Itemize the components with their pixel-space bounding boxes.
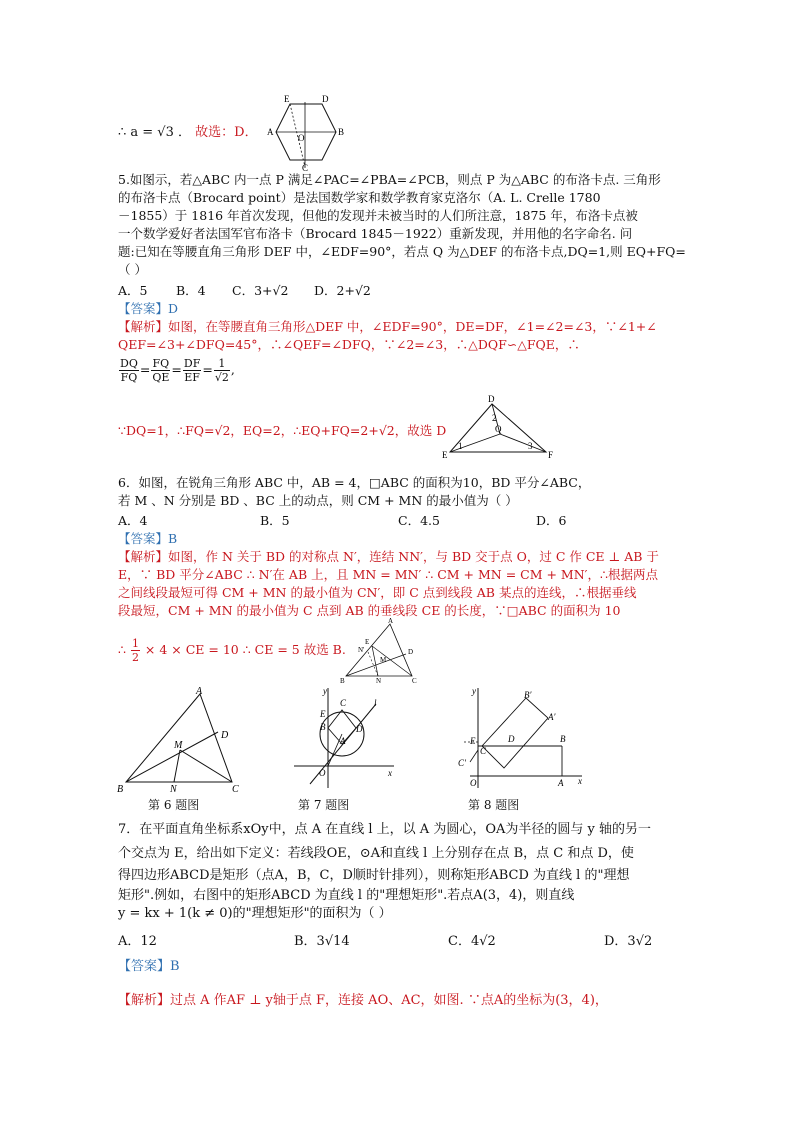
q5-line-5: 题:已知在等腰直角三角形 DEF 中，∠EDF=90°，若点 Q 为△DEF 的布洛卡点,DQ=1,则 EQ+FQ= — [118, 244, 686, 259]
q5-analysis-3: ∵DQ=1，∴FQ=√2，EQ=2，∴EQ+FQ=2+√2，故选 D — [118, 423, 447, 438]
q6-option-b: B．5 — [260, 513, 290, 528]
q5-frac-1: $\frac{DQ}{FQ}$ — [120, 357, 138, 384]
svg-text:x: x — [578, 776, 582, 786]
q6-half-frac: $\frac{1}{2}$ — [131, 637, 139, 664]
q5-option-c: C．3+√2 — [232, 283, 289, 298]
figure-6-caption: 第 6 题图 — [148, 798, 200, 812]
q5-proportion: $\frac{DQ}{FQ}$ = $\frac{FQ}{QE}$ = $\frac{DF}{EF}$ = $\frac{1}{√2}$ , — [120, 357, 235, 384]
svg-text:N: N — [376, 677, 382, 684]
svg-text:C′: C′ — [458, 758, 466, 768]
q5-option-b: B．4 — [176, 283, 206, 298]
q5-option-a: A．5 — [118, 283, 148, 298]
q5-frac-4: $\frac{1}{√2}$ — [214, 357, 229, 384]
q7-line-5: y = kx + 1(k ≠ 0)的"理想矩形"的面积为（ ） — [118, 906, 392, 921]
svg-text:A′: A′ — [548, 712, 556, 722]
q5-option-d: D．2+√2 — [314, 283, 371, 298]
hex-label-B: B — [338, 127, 345, 137]
svg-text:y: y — [472, 686, 476, 696]
svg-text:B: B — [340, 677, 345, 684]
q5-fig-label-3: 3 — [528, 441, 533, 451]
q5-answer: 【答案】D — [118, 301, 179, 316]
q5-fig-label-1: 1 — [458, 441, 463, 451]
q5-line-1: 5.如图示，若△ABC 内一点 P 满足∠PAC=∠PBA=∠PCB，则点 P 为△ABC 的布洛卡点. 三角形 — [118, 172, 661, 187]
hexagon-figure — [258, 92, 350, 172]
q6-line-1: 6．如图，在锐角三角形 ABC 中，AB = 4，□ABC 的面积为10，BD 平分∠ABC， — [118, 475, 591, 490]
figure-8-caption: 第 8 题图 — [468, 798, 520, 812]
q6-option-a: A．4 — [118, 513, 148, 528]
svg-text:C: C — [232, 784, 239, 795]
q7-answer: 【答案】B — [118, 959, 180, 974]
figure-8 — [452, 684, 588, 796]
svg-text:O: O — [470, 778, 477, 788]
q5-fig-label-D: D — [488, 394, 495, 404]
svg-text:C: C — [412, 677, 417, 684]
q6-final-text: × 4 × CE = 10 ∴ CE = 5 故选 B. — [144, 642, 346, 657]
q5-fig-label-F: F — [548, 450, 554, 460]
q4-choose: 故选：D． — [195, 125, 258, 140]
q7-line-1: 7．在平面直角坐标系xOy中，点 A 在直线 l 上，以 A 为圆心，OA为半径的圆与 y 轴的另一 — [118, 822, 651, 837]
svg-text:B: B — [117, 784, 124, 795]
q4-conclusion — [118, 124, 258, 142]
svg-text:C: C — [480, 746, 487, 756]
q7-line-3: 得四边形ABCD是矩形（点A，B，C，D顺时针排列），则称矩形ABCD 为直线 l 的"理想 — [118, 868, 630, 883]
svg-text:E: E — [470, 736, 476, 746]
q6-analysis-2: E，∵ BD 平分∠ABC ∴ N′在 AB 上，且 MN = MN′ ∴ CM + MN = CM + MN′，∴根据两点 — [118, 567, 658, 582]
q7-option-a: A．12 — [118, 934, 157, 949]
q7-line-4: 矩形".例如，右图中的矩形ABCD 为直线 l 的"理想矩形".若点A(3，4)，则直线 — [118, 888, 575, 903]
hex-label-C: C — [302, 163, 309, 172]
q5-fig-label-E: E — [442, 450, 448, 460]
svg-text:C: C — [340, 698, 347, 708]
q5-analysis-1: 【解析】如图，在等腰直角三角形△DEF 中，∠EDF=90°，DE=DF，∠1=∠2=∠3，∵∠1+∠ — [118, 319, 657, 334]
q6-analysis-1: 【解析】如图，作 N 关于 BD 的对称点 N′，连结 NN′，与 BD 交于点 O，过 C 作 CE ⊥ AB 于 — [118, 549, 659, 564]
svg-text:N: N — [170, 784, 177, 795]
figure-6 — [114, 686, 254, 796]
q5-frac-2: $\frac{FQ}{QE}$ — [152, 357, 170, 384]
q7-option-c: C．4√2 — [448, 934, 496, 949]
svg-text:B: B — [560, 734, 566, 744]
q5-line-4: 一个数学爱好者法国军官布洛卡（Brocard 1845－1922）重新发现，并用他的名字命名. 问 — [118, 226, 633, 241]
svg-text:D: D — [356, 724, 363, 734]
svg-text:D: D — [221, 730, 229, 741]
svg-text:M: M — [174, 740, 183, 751]
hex-label-A: A — [267, 127, 274, 137]
svg-text:A: A — [196, 686, 203, 697]
q5-analysis-2: QEF=∠3+∠DFQ=45°，∴∠QEF=∠DFQ，∵∠2=∠3，∴△DQF∽△FQE，∴ — [118, 337, 580, 352]
q5-line-6: （ ） — [118, 262, 147, 277]
figure-7-caption: 第 7 题图 — [298, 798, 350, 812]
q7-analysis: 【解析】过点 A 作AF ⊥ y轴于点 F，连接 AO、AC，如图. ∵点A的坐标为(3，4)， — [118, 993, 608, 1008]
q7-option-d: D．3√2 — [604, 934, 653, 949]
q5-fig-label-2: 2 — [492, 413, 497, 423]
svg-text:O: O — [319, 768, 326, 778]
q5-fig-label-Q: Q — [495, 424, 502, 434]
svg-text:B′: B′ — [524, 690, 532, 700]
hex-label-D: D — [322, 94, 329, 104]
q7-option-b: B．3√14 — [294, 934, 350, 949]
q6-final-line: ∴ $\frac{1}{2}$ × 4 × CE = 10 ∴ CE = 5 故选 B. — [118, 637, 346, 664]
q6-line-2: 若 M 、N 分别是 BD 、BC 上的动点，则 CM + MN 的最小值为（ ） — [118, 493, 518, 508]
svg-text:D: D — [408, 648, 414, 656]
svg-text:D: D — [508, 734, 515, 744]
q4-therefore: ∴ a = √3 ． — [118, 125, 191, 140]
q6-analysis-4: 段最短，CM + MN 的最小值为 C 点到 AB 的垂线段 CE 的长度，∵□ABC 的面积为 10 — [118, 603, 621, 618]
q6-option-d: D．6 — [536, 513, 567, 528]
q6-small-figure — [340, 618, 424, 684]
svg-text:A: A — [558, 778, 564, 788]
svg-text:E: E — [365, 638, 370, 646]
svg-text:B: B — [320, 722, 326, 732]
svg-text:M: M — [380, 656, 387, 664]
q5-frac-3: $\frac{DF}{EF}$ — [183, 357, 201, 384]
svg-text:y: y — [323, 686, 327, 696]
q6-answer: 【答案】B — [118, 531, 178, 546]
svg-text:l: l — [374, 698, 377, 708]
svg-text:E: E — [320, 709, 326, 719]
svg-text:A: A — [340, 736, 346, 746]
q5-line-2: 的布洛卡点（Brocard point）是法国数学家和数学教育家克洛尔（A. L. Crelle 1780 — [118, 190, 601, 205]
hex-label-O: O — [298, 133, 305, 143]
q5-triangle-figure — [440, 394, 560, 460]
q5-line-3: －1855）于 1816 年首次发现，但他的发现并未被当时的人们所注意，1875 年，布洛卡点被 — [118, 208, 638, 223]
hex-label-E: E — [284, 94, 290, 104]
svg-text:x: x — [388, 768, 392, 778]
svg-text:N': N' — [358, 646, 365, 654]
svg-text:A: A — [388, 618, 394, 625]
q6-analysis-3: 之间线段最短可得 CM + MN 的最小值为 CN′，即 C 点到线段 AB 某点的连线，∴根据垂线 — [118, 585, 637, 600]
q7-line-2: 个交点为 E，给出如下定义：若线段OE，⊙A和直线 l 上分别存在点 B，点 C 和点 D，使 — [118, 846, 634, 861]
q6-option-c: C．4.5 — [398, 513, 440, 528]
figure-7 — [290, 684, 400, 796]
